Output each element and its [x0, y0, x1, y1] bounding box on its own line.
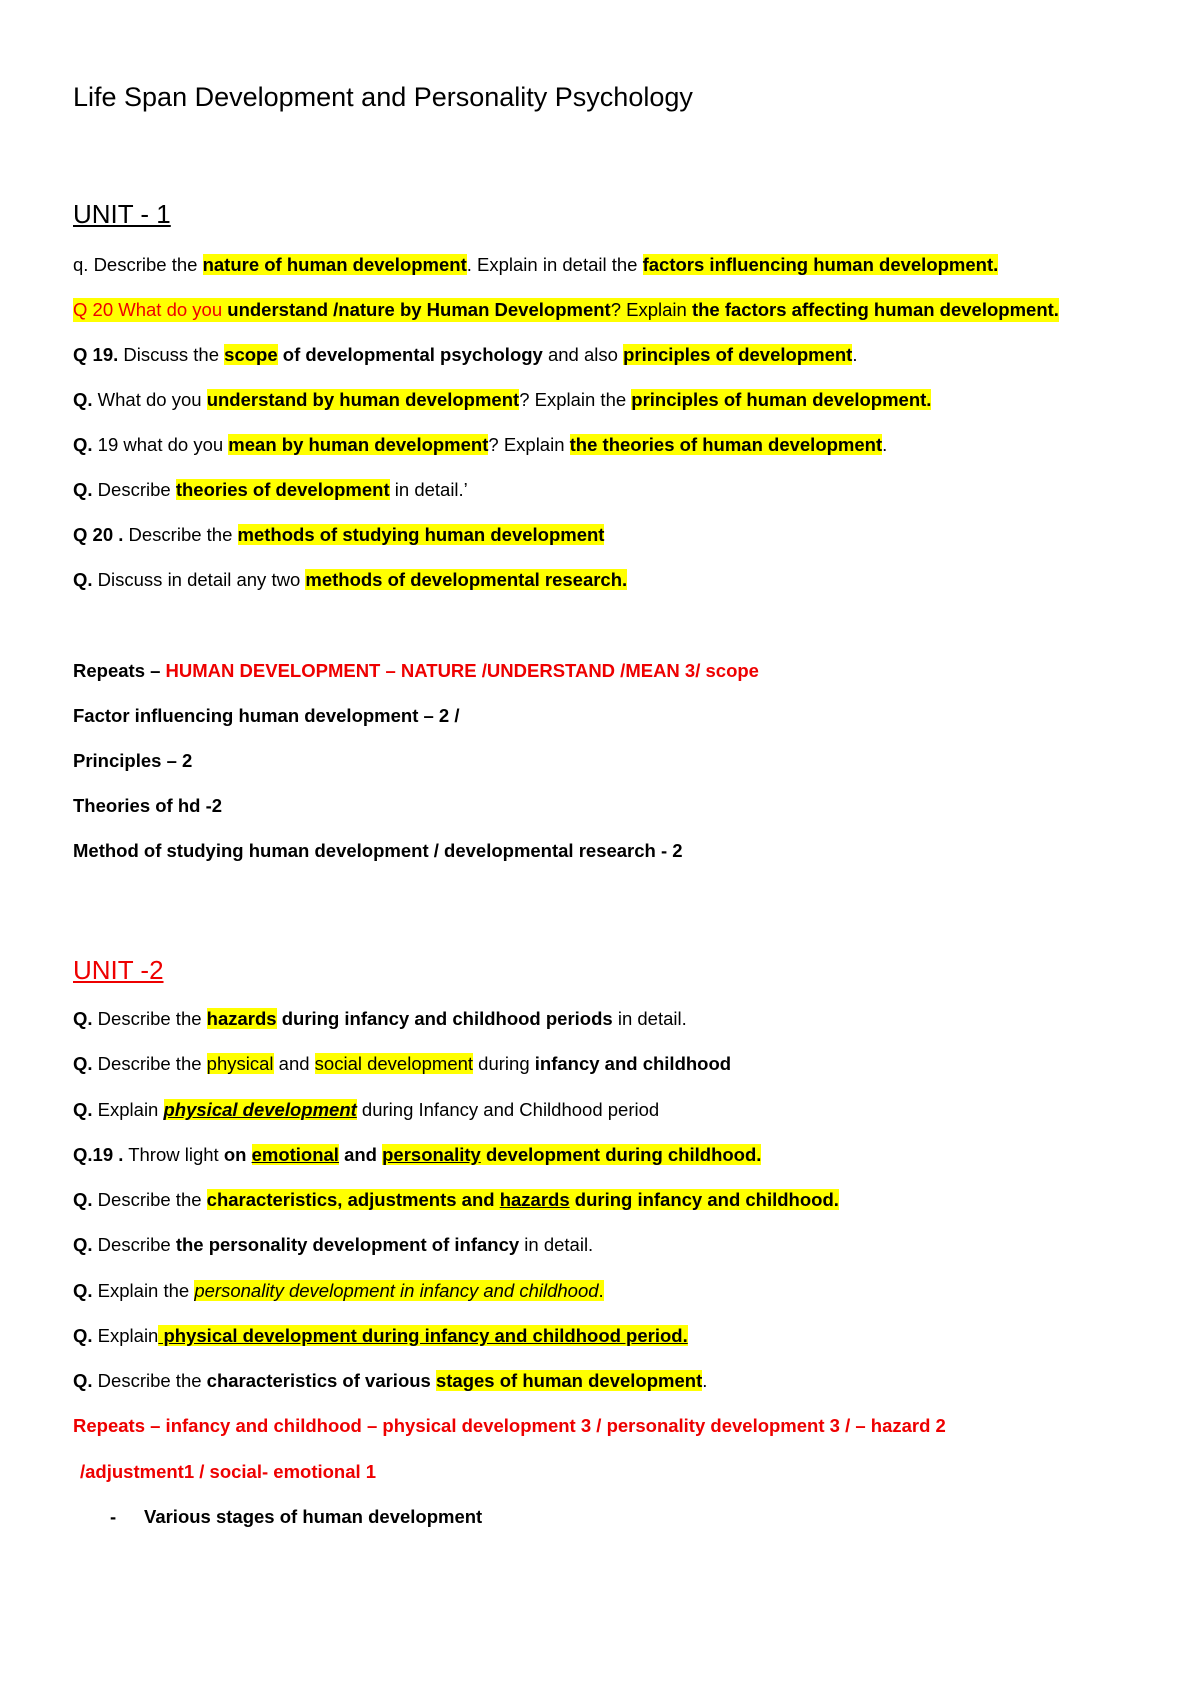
- unit2-question-6: Q. Describe the personality development of infancy in detail.: [73, 1234, 594, 1255]
- unit2-question-4: Q.19 . Throw light on emotional and personality development during childhood.: [73, 1144, 762, 1165]
- unit1-question-7: Q 20 . Describe the methods of studying human development: [73, 524, 605, 545]
- unit2-repeats-continued: /adjustment1 / social- emotional 1: [80, 1461, 377, 1482]
- unit1-question-5: Q. 19 what do you mean by human development? Explain the theories of human development.: [73, 434, 888, 455]
- unit1-repeats: Repeats – HUMAN DEVELOPMENT – NATURE /UNDERSTAND /MEAN 3/ scope: [73, 660, 759, 681]
- unit2-repeats: Repeats – infancy and childhood – physical development 3 / personality development 3 / – hazard 2: [73, 1415, 946, 1436]
- unit1-question-4: Q. What do you understand by human development? Explain the principles of human development.: [73, 389, 932, 410]
- unit1-question-2: Q 20 What do you understand /nature by Human Development? Explain the factors affecting human development.: [73, 299, 1059, 320]
- unit2-question-7: Q. Explain the personality development in infancy and childhood.: [73, 1280, 604, 1301]
- unit2-question-2: Q. Describe the physical and social development during infancy and childhood: [73, 1053, 732, 1074]
- unit2-question-8: Q. Explain physical development during infancy and childhood period.: [73, 1325, 688, 1346]
- unit1-question-3: Q 19. Discuss the scope of developmental psychology and also principles of development.: [73, 344, 858, 365]
- unit1-repeat-item: Factor influencing human development – 2 /: [73, 705, 460, 726]
- unit1-repeat-item: Principles – 2: [73, 750, 193, 771]
- document-title: Life Span Development and Personality Psychology: [73, 82, 693, 112]
- unit2-question-5: Q. Describe the characteristics, adjustments and hazards during infancy and childhood.: [73, 1189, 839, 1210]
- unit-1-heading: UNIT - 1: [73, 199, 171, 229]
- bullet-dash: -: [110, 1506, 117, 1527]
- unit1-repeat-item: Method of studying human development / developmental research - 2: [73, 840, 683, 861]
- unit2-bullet-item: - Various stages of human development: [110, 1506, 483, 1527]
- unit1-repeat-item: Theories of hd -2: [73, 795, 223, 816]
- unit2-question-9: Q. Describe the characteristics of various stages of human development.: [73, 1370, 708, 1391]
- unit-2-heading: UNIT -2: [73, 955, 164, 985]
- unit1-question-8: Q. Discuss in detail any two methods of developmental research.: [73, 569, 628, 590]
- unit2-question-1: Q. Describe the hazards during infancy and childhood periods in detail.: [73, 1008, 687, 1029]
- unit1-question-6: Q. Describe theories of development in detail.’: [73, 479, 468, 500]
- unit2-question-3: Q. Explain physical development during Infancy and Childhood period: [73, 1099, 660, 1120]
- unit1-question-1: q. Describe the nature of human development. Explain in detail the factors influencing human development.: [73, 254, 999, 275]
